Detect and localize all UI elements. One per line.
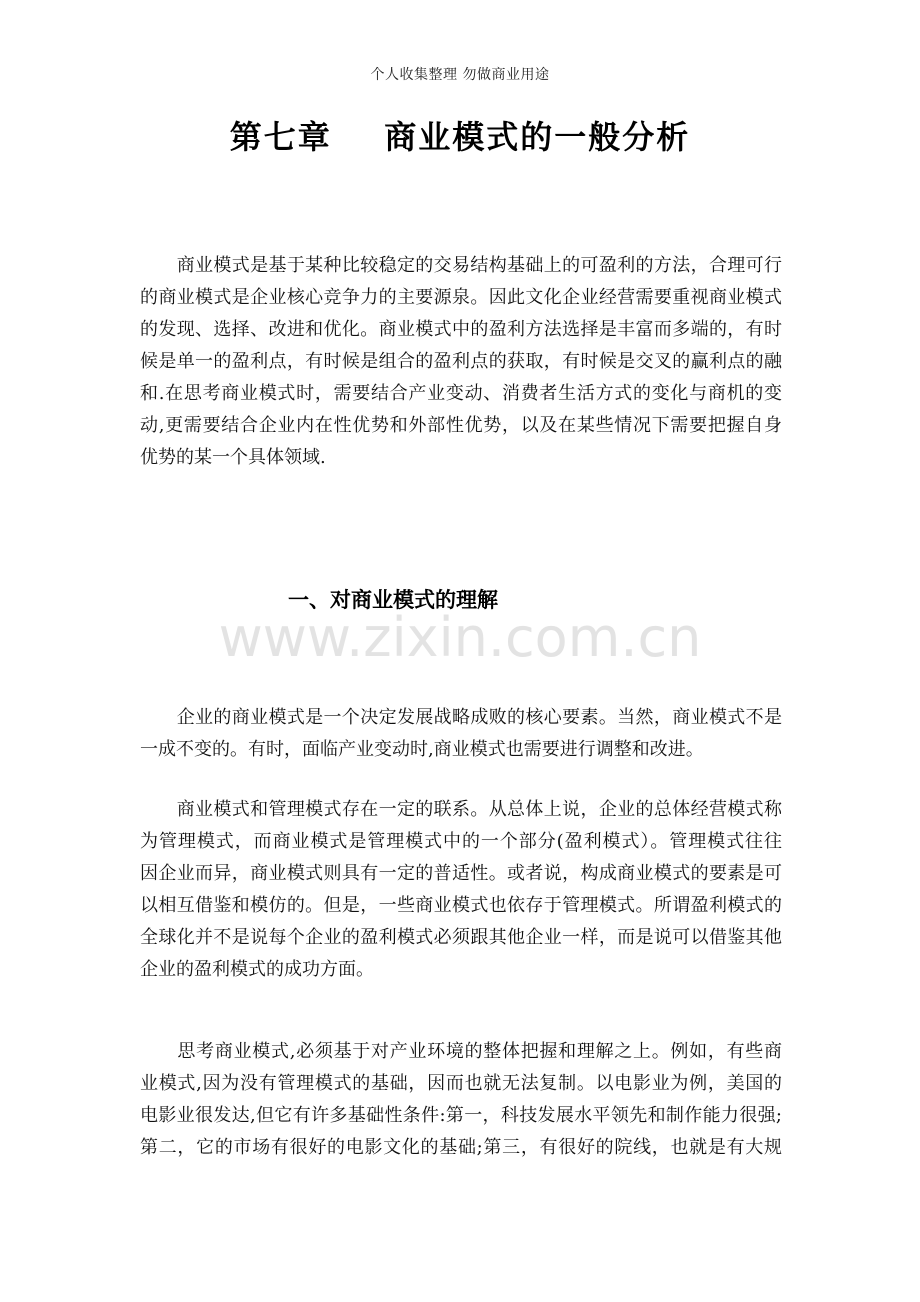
chapter-title: 第七章 商业模式的一般分析: [229, 118, 691, 156]
paragraph-line: 业模式,因为没有管理模式的基础，因而也就无法复制。以电影业为例，美国的: [140, 1073, 782, 1094]
paragraph-line: 的发现、选择、改进和优化。商业模式中的盈利方法选择是丰富而多端的，有时: [140, 319, 782, 340]
watermark: www.zixin.com.cn: [218, 606, 702, 669]
paragraph-line: 因企业而异，商业模式则具有一定的普适性。或者说，构成商业模式的要素是可: [140, 863, 782, 884]
paragraph-line: 的商业模式是企业核心竞争力的主要源泉。因此文化企业经营需要重视商业模式: [140, 287, 782, 308]
paragraph-line: 电影业很发达,但它有许多基础性条件:第一，科技发展水平领先和制作能力很强;: [140, 1105, 782, 1126]
paragraph-line: 一成不变的。有时，面临产业变动时,商业模式也需要进行调整和改进。: [140, 739, 704, 760]
paragraph-line: 思考商业模式,必须基于对产业环境的整体把握和理解之上。例如，有些商: [140, 1041, 782, 1062]
paragraph-line: 企业的商业模式是一个决定发展战略成败的核心要素。当然，商业模式不是: [140, 707, 782, 728]
paragraph-line: 优势的某一个具体领域.: [140, 447, 326, 468]
paragraph-line: 第二，它的市场有很好的电影文化的基础;第三，有很好的院线，也就是有大规: [140, 1137, 782, 1158]
paragraph-line: 商业模式是基于某种比较稳定的交易结构基础上的可盈利的方法，合理可行: [140, 255, 782, 276]
header-note: 个人收集整理 勿做商业用途: [370, 67, 550, 83]
paragraph-core-element: [140, 702, 782, 766]
paragraph-line: 企业的盈利模式的成功方面。: [140, 959, 374, 980]
paragraph-line: 为管理模式，而商业模式是管理模式中的一个部分(盈利模式）。管理模式往往: [140, 831, 782, 852]
paragraph-line: 商业模式和管理模式存在一定的联系。从总体上说，企业的总体经营模式称: [140, 799, 782, 820]
paragraph-line: 以相互借鉴和模仿的。但是，一些商业模式也依存于管理模式。所谓盈利模式的: [140, 895, 782, 916]
paragraph-line: 候是单一的盈利点，有时候是组合的盈利点的获取，有时候是交叉的赢利点的融: [140, 351, 782, 372]
paragraph-management-model: [140, 794, 782, 986]
paragraph-line: 动,更需要结合企业内在性优势和外部性优势，以及在某些情况下需要把握自身: [140, 415, 782, 436]
paragraph-industry-environment: [140, 1036, 782, 1164]
section-heading: 一、对商业模式的理解: [288, 588, 498, 612]
paragraph-line: 和.在思考商业模式时，需要结合产业变动、消费者生活方式的变化与商机的变: [140, 383, 782, 404]
paragraph-line: 全球化并不是说每个企业的盈利模式必须跟其他企业一样，而是说可以借鉴其他: [140, 927, 782, 948]
paragraph-intro: [140, 250, 782, 474]
